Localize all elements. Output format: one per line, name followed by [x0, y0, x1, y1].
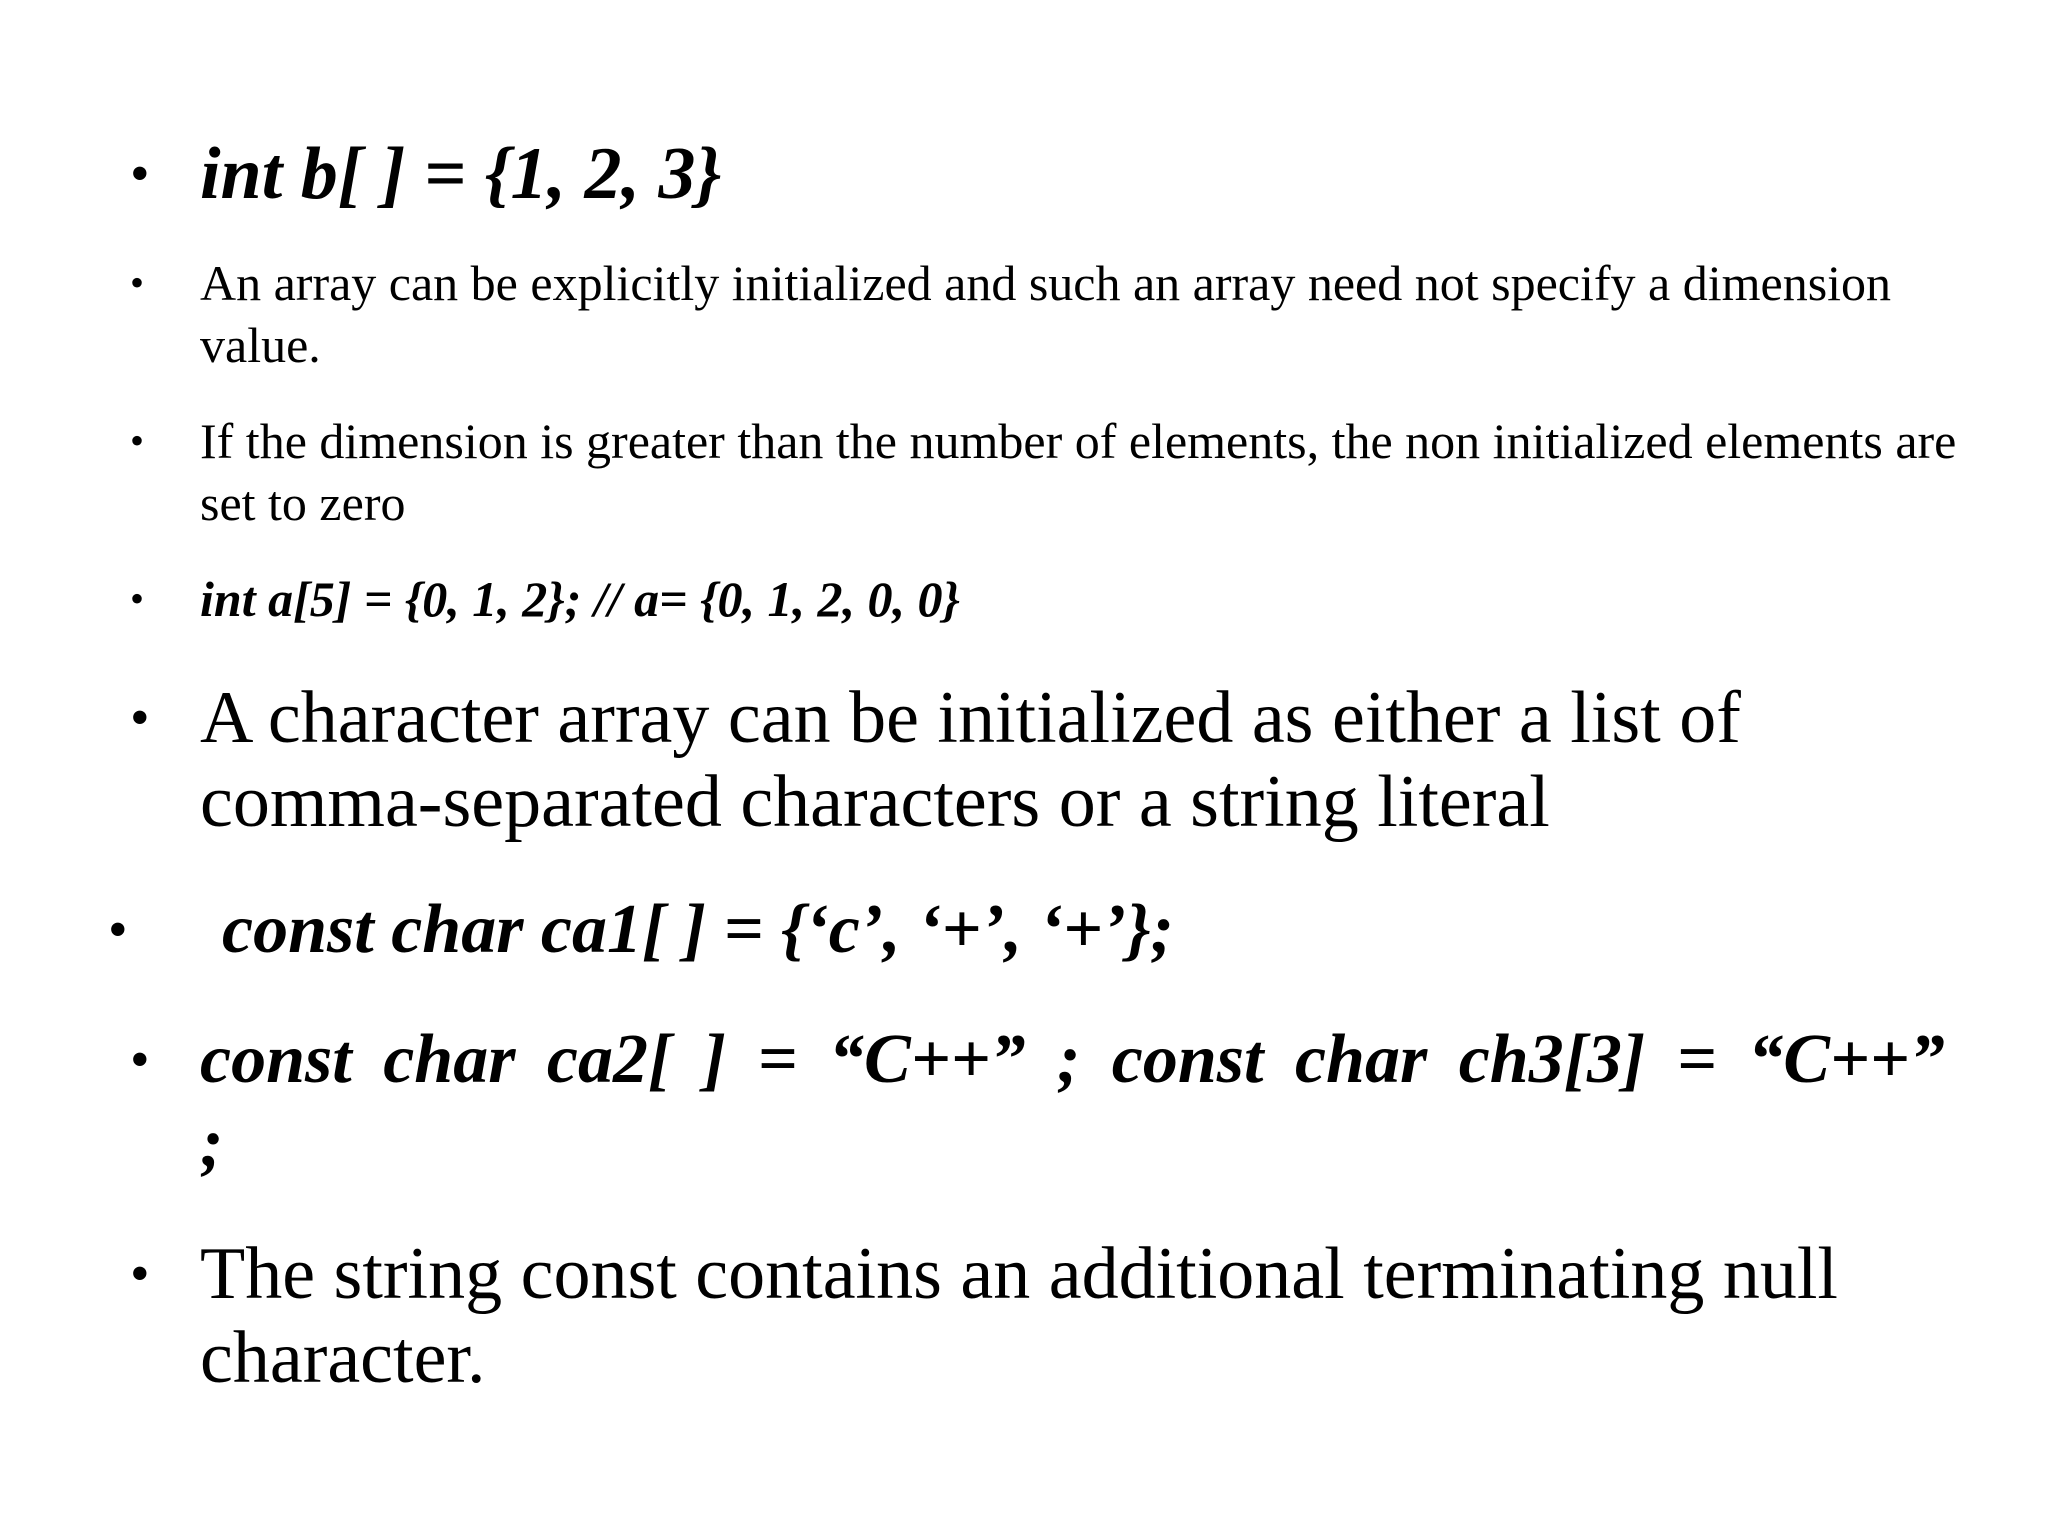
code-example-ca2-ch3: const char ca2[ ] = “C++” ; const char ch3[3] = “C++” ;	[200, 1021, 1945, 1182]
bullet-dot: •	[130, 1029, 150, 1091]
bullet-dot: •	[130, 143, 150, 205]
list-item	[130, 130, 1960, 218]
explanation-explicit-init: An array can be explicitly initialized and such an array need not specify a dimension value.	[200, 255, 1892, 373]
list-item	[130, 568, 1960, 630]
bullet-dot: •	[130, 418, 145, 463]
list-item	[130, 676, 1960, 844]
explanation-zero-fill: If the dimension is greater than the number of elements, the non initialized elements are set to zero	[200, 413, 1957, 531]
list-item	[130, 410, 1960, 534]
bullet-dot: •	[130, 260, 145, 305]
code-example-ca1: const char ca1[ ] = {‘c’, ‘+’, ‘+’};	[222, 891, 1174, 968]
list-item	[130, 1018, 1960, 1186]
list-item	[130, 252, 1960, 376]
bullet-dot: •	[108, 899, 128, 961]
explanation-null-terminator: The string const contains an additional terminating null character.	[200, 1233, 1838, 1399]
code-example-int-a: int a[5] = {0, 1, 2}; // a= {0, 1, 2, 0, 0}	[200, 571, 960, 627]
bullet-dot: •	[130, 687, 150, 749]
list-item	[108, 888, 1982, 972]
bullet-dot: •	[130, 576, 145, 621]
bullet-dot: •	[130, 1243, 150, 1305]
explanation-char-array: A character array can be initialized as either a list of comma-separated characters or a string literal	[200, 677, 1741, 843]
list-item	[130, 1232, 1960, 1400]
code-example-int-b: int b[ ] = {1, 2, 3}	[200, 133, 722, 215]
